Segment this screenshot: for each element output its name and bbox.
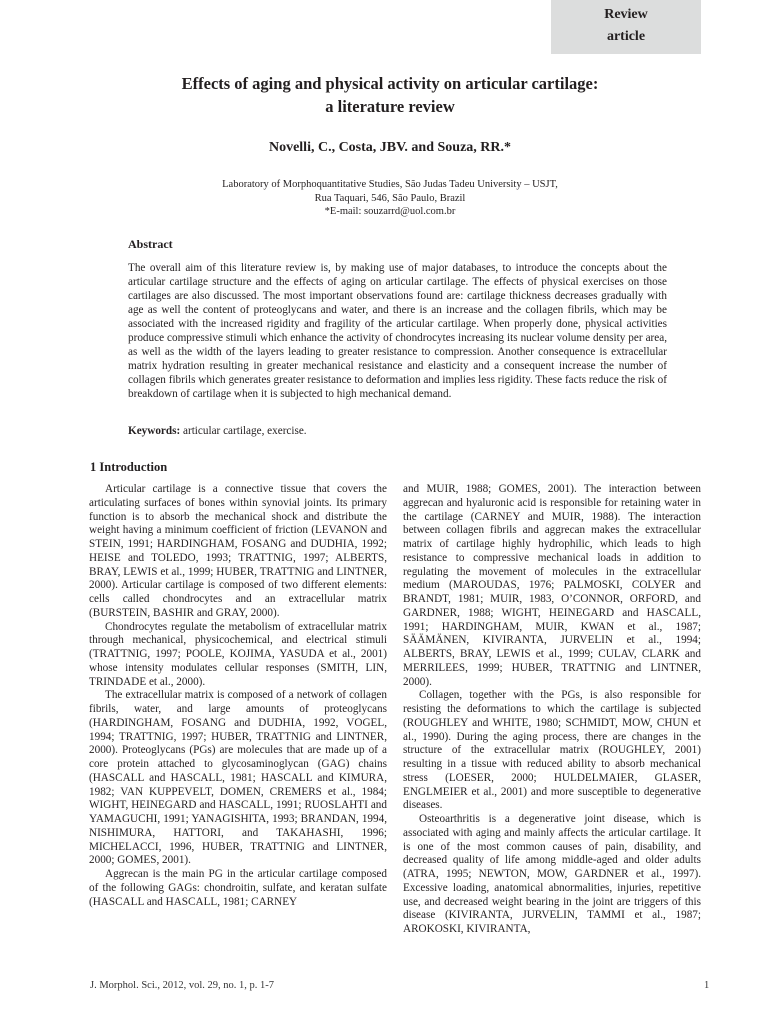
article-type-line-1: Review bbox=[604, 7, 648, 22]
abstract-heading: Abstract bbox=[128, 237, 173, 251]
paragraph: Collagen, together with the PGs, is also responsible for resisting the deformations to which the cartilage is subjected (ROUGHLEY and WHITE, 1980; SCHMIDT, MOW, CHUN et al., 1990). During the aging process, there are changes in the structure of the extracellular matrix (ROUGHLEY, 2001) resulting in a tissue with reduced ability to absorb mechanical stress (LOESER, 2000; HULDELMAIER, GLASER, ENGLMEIER et al., 2001) and more susceptible to degenerative diseases. bbox=[403, 689, 701, 812]
keywords-value: articular cartilage, exercise. bbox=[183, 425, 307, 437]
paragraph: Chondrocytes regulate the metabolism of extracellular matrix through mechanical, physicochemical, and electrical stimuli (TRATTNIG, 1997; POOLE, KOJIMA, YASUDA et al., 2001) whose intensity modulates cellular responses (SMITH, LIN, TRINDADE et al., 2000). bbox=[89, 620, 387, 688]
paragraph: The extracellular matrix is composed of a network of collagen fibrils, water, and large amounts of proteoglycans (HARDINGHAM, FOSANG and DUDHIA, 1992, VOGEL, 1994; TRATTNIG, 1997; HUBER, TRATTNIG and LINTNER, 2000). Proteoglycans (PGs) are molecules that are made up of a core protein attached to glycosaminoglycan (GAG) chains (HASCALL and HASCALL, 1981; HASCALL and KIMURA, 1982; VAN KUPPEVELT, DOMEN, CREMERS et al., 1984; WIGHT, HEINEGARD and HASCALL, 1991; RUOSLAHTI and YAMAGUCHI, 1991; YANAGISHITA, 1993; BRANDAN, 1994, NISHIMURA, HATTORI, and TAKAHASHI, 1996; MICHELACCI, 1996, HUBER, TRATTNIG and LINTNER, 2000; GOMES, 2001). bbox=[89, 689, 387, 867]
abstract-text: The overall aim of this literature review is, by making use of major databases, to introduce the concepts about the articular cartilage structure and the effects of aging on articular cartilage. The effects of physical exercises on those cartilages are also discussed. The most important observations found are: cartilage thickness decreases gradually with age as well the content of proteoglycans and water, and there is an increase and the collagen fibrils, which may be associated with the increased rigidity and fragility of the articular cartilage. When properly done, physical activities produce compressive stimuli which enhance the activity of chondrocytes increasing its nuclear volume density per area, as well as the width of the layers leading to greater resistance to compression. Another consequence is extracellular matrix hydration resulting in greater mechanical resistance and elasticity and a consequent increase the number of collagen fibrils which generates greater resistance to deformation and implies less rigidity. These facts reduce the risk of breakdown of cartilage when it is subjected to high mechanical demand. bbox=[128, 262, 667, 400]
body-column-right bbox=[403, 483, 701, 937]
affiliation bbox=[90, 178, 690, 219]
authors: Novelli, C., Costa, JBV. and Souza, RR.* bbox=[268, 140, 512, 155]
affiliation-line-1: Laboratory of Morphoquantitative Studies, São Judas Tadeu University – USJT, bbox=[222, 179, 558, 190]
affiliation-line-2: Rua Taquari, 546, São Paulo, Brazil bbox=[314, 192, 466, 204]
keywords-label: Keywords: bbox=[128, 425, 181, 437]
paper-title bbox=[90, 72, 690, 118]
paper-title-line-1: Effects of aging and physical activity on articular cartilage: bbox=[181, 74, 599, 93]
paragraph: and MUIR, 1988; GOMES, 2001). The interaction between aggrecan and hyaluronic acid is responsible for retaining water in the cartilage (CARNEY and MUIR, 1988). The interaction between collagen fibrils and aggrecan makes the extracellular matrix of cartilage highly hydrophilic, which leads to high resistance to compressive mechanical loads in addition to regulating the movement of molecules in the extracellular medium (MAROUDAS, 1976; PALMOSKI, COLYER and BRANDT, 1981; MUIR, 1983, O’CONNOR, ORFORD, and GARDNER, 1988; WIGHT, HEINEGARD and HASCALL, 1991; HARDINGHAM, MUIR, KWAN et al., 1987; SÄÄMÄNEN, KIVIRANTA, JURVELIN et al., 1994; ALBERTS, BRAY, LEWIS et al., 1999; CULAV, CLARK and MERRILEES, 1999; HUBER, TRATTNIG and LINTNER, 2000). bbox=[403, 483, 701, 688]
paragraph: Osteoarthritis is a degenerative joint disease, which is associated with aging and mainly affects the articular cartilage. It is one of the most common causes of pain, disability, and decreased quality of life among middle-aged and older adults (ATRA, 1995; NEWTON, MOW, GARDNER et al., 1997). Excessive loading, anatomical abnormalities, injuries, repetitive use, and decreased weight bearing in the joint are triggers of this disease (KIVIRANTA, JURVELIN, TAMMI et al., 1987; AROKOSKI, KIVIRANTA, bbox=[403, 813, 701, 935]
section-heading-introduction: 1 Introduction bbox=[90, 460, 168, 474]
article-type-tag bbox=[551, 0, 701, 54]
body-column-left bbox=[89, 483, 387, 909]
keywords bbox=[128, 425, 307, 437]
paragraph: Aggrecan is the main PG in the articular cartilage composed of the following GAGs: chondroitin, sulfate, and keratan sulfate (HASCALL and HASCALL, 1981; CARNEY bbox=[89, 868, 387, 908]
affiliation-email: *E-mail: souzarrd@uol.com.br bbox=[324, 206, 456, 217]
article-type-line-2: article bbox=[606, 29, 646, 44]
journal-citation: J. Morphol. Sci., 2012, vol. 29, no. 1, p. 1-7 bbox=[90, 980, 275, 991]
page-number: 1 bbox=[704, 980, 710, 991]
paper-title-line-2: a literature review bbox=[325, 97, 455, 116]
paragraph: Articular cartilage is a connective tissue that covers the articulating surfaces of bones within synovial joints. Its primary function is to absorb the mechanical shock and distribute the weight having a minimum coefficient of friction (LEVANON and STEIN, 1991; HARDINGHAM, FOSANG and DUDHIA, 1992; HEISE and TOLEDO, 1993; TRATTNIG, 1997; ALBERTS, BRAY, LEWIS et al., 1999; HUBER, TRATTNIG and LINTNER, 2000). Articular cartilage is composed of two different elements: cells called chondrocytes and an extracellular matrix (BURSTEIN, BASHIR and GRAY, 2000). bbox=[89, 483, 387, 619]
